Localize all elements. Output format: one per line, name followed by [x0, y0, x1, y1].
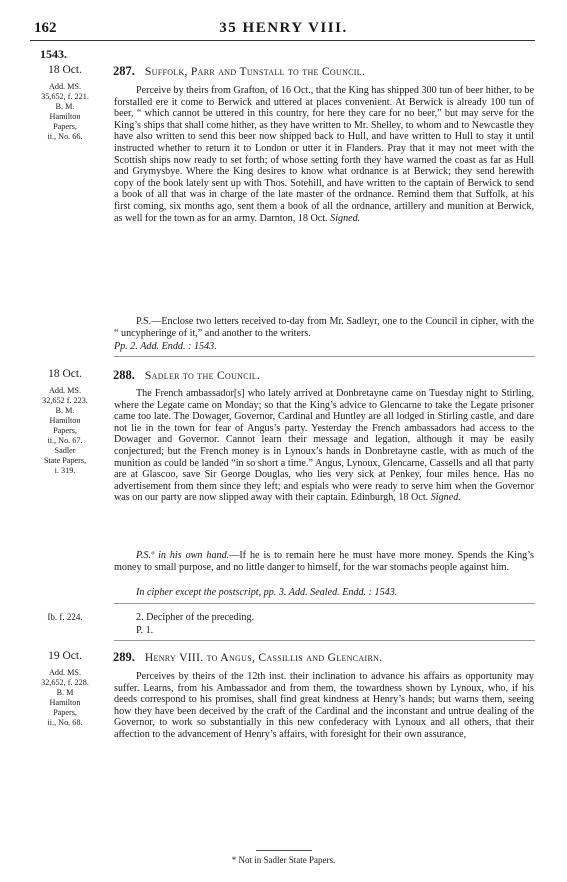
header-rule [30, 40, 535, 41]
entry-287-body: Perceive by theirs from Grafton, of 16 Oct., that the King has shipped 300 tun of beer hither, to be forstalled ere it come to Berwick and uttered at places convenient. At Berwick is already 100 tun of beer, “ which cannot be uttered in this country, for here they care for no beer,” but may serve for the King’s ships that shall come hither, as they have written to Mr. Shelley, to whom and to Newcastle they have also written to send this beer now shipped back to Hull, and have written to Hull to stay it until instructed whether to return it to London or utter it in Flanders. Pray that it may not meet with the Scottish ships now ready to set forth; of whose setting forth they have warned the coast as far as Hull and Grymysbye. Where the King desires to know what ordnance is at Berwick; they send herewith copy of the book lately sent up with Thos. Sotehill, and have written to the captain of Berwick to send a book of all that was in charge of the late master of the ordnance. Remind them that Suffolk, at his first coming, six months ago, sent them a book of all the ordnance, artillery and munition at Berwick, as well for the town as for an army. Darnton, 18 Oct. Signed. [114, 85, 534, 224]
ref-line: Papers, [53, 426, 77, 435]
entry-number: 289. [113, 650, 135, 664]
ref-line: Hamilton [49, 698, 81, 707]
entry-287-endorsement: Pp. 2. Add. Endd. : 1543. [114, 341, 217, 352]
entry-date: 18 Oct. [48, 368, 82, 380]
ref-line: Sadler [54, 446, 76, 455]
entry-divider [114, 356, 535, 357]
page-number: 162 [34, 20, 57, 36]
ref-line: B. M. [55, 406, 75, 415]
entry-number: 288. [113, 368, 135, 382]
ref-line: Hamilton [49, 112, 81, 121]
ref-line: State Papers, [43, 456, 87, 465]
ref-line: Hamilton [49, 416, 81, 425]
entry-date: 18 Oct. [48, 64, 82, 76]
postscript-lead: P.S.º in his own hand. [136, 550, 230, 561]
entry-divider [114, 640, 535, 641]
footnote: * Not in Sadler State Papers. [231, 855, 336, 865]
entry-288-body: The French ambassador[s] who lately arrived at Donbretayne came on Tuesday night to Stirling, where the Legate came on Monday; so that the King’s advice to Glencarne to take the Legate prisoner came too late. The Dowager, Governor, Cardinal and Huntley are all lodged in Stirling castle, and dare not lie in the town for fear of Angus’s party. Yesterday the French ambassadors had access to the Dowager and Governor. Cannot learn their message and legation, although it may be easily conjectured; but the French money is in Lynoux’s hands in Donbretayne castle, with as much of the munition as could be landed “in so short a time.” Angus, Lynoux, Glencarne, Cassells and all that party are at Glascoo, save Sir George Douglas, who lies very sick at Penkey, four miles hence. Has no advertisement from them since they left; and espials who were ready to serve him when the Governor was on our party are now slipped away with their captain. Edinburgh, 18 Oct. Signed. [114, 388, 534, 504]
ref-line: 35,652, f. 221. [41, 92, 89, 101]
entry-parties: Henry VIII. to Angus, Cassillis and Glencairn. [144, 651, 383, 664]
ref-line: ii., No. 66. [47, 132, 83, 141]
ref-line: Papers, [53, 122, 77, 131]
entry-288-margin [26, 368, 104, 476]
entry-289-heading [113, 650, 535, 665]
ref-line: ii., No. 68. [47, 718, 83, 727]
ref-line: Add. MS. [48, 82, 82, 91]
ref-line: Papers, [53, 708, 77, 717]
entry-288-heading [113, 368, 535, 383]
entry-287-margin [26, 64, 104, 142]
footnote-rule [256, 850, 312, 851]
running-title: 35 HENRY VIII. [219, 20, 348, 36]
subentry-ref: Ib. f. 224. [47, 612, 83, 622]
signed-note: Signed. [430, 492, 461, 504]
entry-289-body: Perceives by theirs of the 12th inst. their inclination to advance his affairs as opportunity may suffer. Learns, from his Ambassador and from them, the towardness shown by Lynoux, who, if his deeds correspond to his promises, shall find great kindness at Henry’s hands; but warns them, seeing how they have been deceived by the craft of the Cardinal and the inconstant and untrue dealing of the Governor, to work so substantially in this new confederacy with Lynoux and all others, that their affection to the advancement of Henry’s affairs, with foresight for their own assurance, [114, 671, 534, 740]
ref-line: 32,652, f. 228. [41, 678, 89, 687]
ref-line: Add. MS. [48, 668, 82, 677]
entry-number: 287. [113, 64, 135, 78]
entry-parties: Suffolk, Parr and Tunstall to the Council. [144, 65, 366, 78]
signed-note: Signed. [330, 212, 361, 224]
entry-288-endorsement: In cipher except the postscript, pp. 3. Add. Sealed. Endd. : 1543. [136, 587, 398, 598]
entry-289-margin [26, 650, 104, 728]
entry-288-postscript: P.S.º in his own hand.—If he is to remain here he must have more money. Spends the King’s money to small purpose, and no little danger to himself, for the war stomachs people against him. [114, 550, 534, 573]
ref-line: B. M. [55, 102, 75, 111]
entry-date: 19 Oct. [48, 650, 82, 662]
ref-line: i. 319. [54, 466, 76, 475]
ref-line: B. M [56, 688, 74, 697]
entry-287-heading [113, 64, 535, 79]
entry-parties: Sadler to the Council. [144, 369, 261, 382]
entry-287-postscript: P.S.—Enclose two letters received to-day from Mr. Sadleyr, one to the Council in cipher, with the “ uncypheringe of it,” and another to the writers. [114, 316, 534, 339]
ref-line: Add. MS. [48, 386, 82, 395]
ref-line: ii., No. 67. [47, 436, 83, 445]
ref-line: 32,652 f. 223. [42, 396, 88, 405]
entry-divider [114, 603, 535, 604]
subentry-line: 2. Decipher of the preceding. [136, 612, 255, 623]
year-heading: 1543. [40, 47, 67, 61]
subentry-pages: P. 1. [136, 625, 154, 636]
